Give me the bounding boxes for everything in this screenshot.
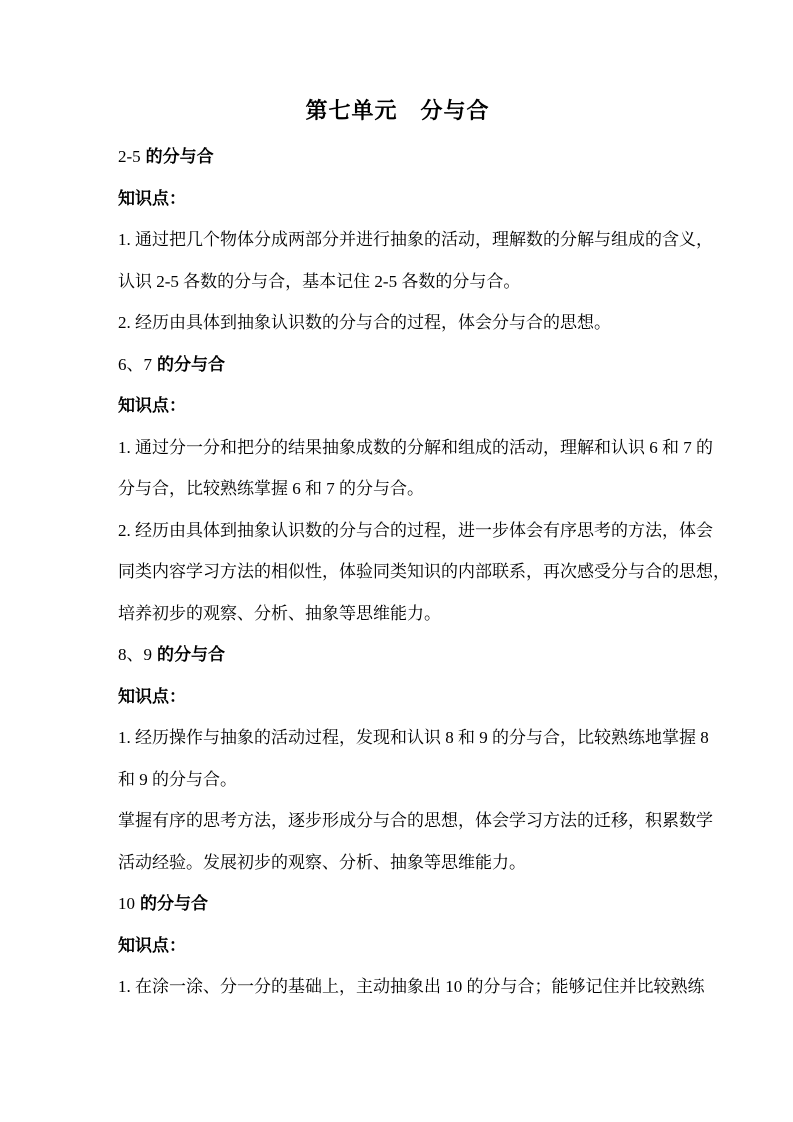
section-8-9 bbox=[118, 634, 713, 883]
paragraph-line: 2. 经历由具体到抽象认识数的分与合的过程，进一步体会有序思考的方法，体会 bbox=[118, 520, 713, 540]
paragraph-line: 1. 经历操作与抽象的活动过程，发现和认识 8 和 9 的分与合，比较熟练地掌握 8 bbox=[118, 728, 709, 747]
paragraph-line: 掌握有序的思考方法，逐步形成分与合的思想，体会学习方法的迁移，积累数学 bbox=[118, 811, 713, 830]
section-heading-number: 6、7 bbox=[118, 354, 152, 374]
section-heading bbox=[118, 344, 677, 386]
section-heading bbox=[118, 883, 677, 925]
paragraph-line: 培养初步的观察、分析、抽象等思维能力。 bbox=[118, 603, 441, 623]
section-heading-number: 10 bbox=[118, 894, 135, 913]
section-heading bbox=[118, 136, 677, 178]
section-6-7 bbox=[118, 344, 730, 635]
paragraph-line: 2. 经历由具体到抽象认识数的分与合的过程，体会分与合的思想。 bbox=[118, 313, 611, 332]
section-heading-text: 的分与合 bbox=[145, 147, 214, 166]
paragraph-line: 认识 2-5 各数的分与合，基本记住 2-5 各数的分与合。 bbox=[118, 271, 521, 291]
paragraph-line: 1. 在涂一涂、分一分的基础上，主动抽象出 10 的分与合；能够记住并比较熟练 bbox=[118, 977, 705, 996]
section-heading-number: 8、9 bbox=[118, 645, 152, 664]
knowledge-points-label: 知识点： bbox=[118, 188, 186, 208]
paragraph-line: 和 9 的分与合。 bbox=[118, 769, 237, 789]
section-2-5 bbox=[118, 136, 713, 344]
section-heading-text: 的分与合 bbox=[157, 354, 225, 374]
paragraph-line: 分与合，比较熟练掌握 6 和 7 的分与合。 bbox=[118, 479, 424, 498]
paragraph-line: 1. 通过把几个物体分成两部分并进行抽象的活动，理解数的分解与组成的含义， bbox=[118, 230, 713, 249]
knowledge-points-label: 知识点： bbox=[118, 686, 186, 706]
section-heading bbox=[118, 634, 677, 676]
section-heading-text: 的分与合 bbox=[157, 645, 225, 664]
paragraph-line: 同类内容学习方法的相似性，体验同类知识的内部联系，再次感受分与合的思想， bbox=[118, 562, 730, 581]
knowledge-points-label: 知识点： bbox=[118, 935, 186, 955]
section-heading-number: 2-5 bbox=[118, 147, 141, 166]
knowledge-points-label: 知识点： bbox=[118, 396, 186, 415]
paragraph-line: 活动经验。发展初步的观察、分析、抽象等思维能力。 bbox=[118, 852, 526, 872]
paragraph-line: 1. 通过分一分和把分的结果抽象成数的分解和组成的活动，理解和认识 6 和 7 的 bbox=[118, 437, 713, 457]
section-10 bbox=[118, 883, 705, 1008]
section-heading-text: 的分与合 bbox=[140, 894, 208, 913]
document-title: 第七单元 分与合 bbox=[305, 98, 490, 123]
